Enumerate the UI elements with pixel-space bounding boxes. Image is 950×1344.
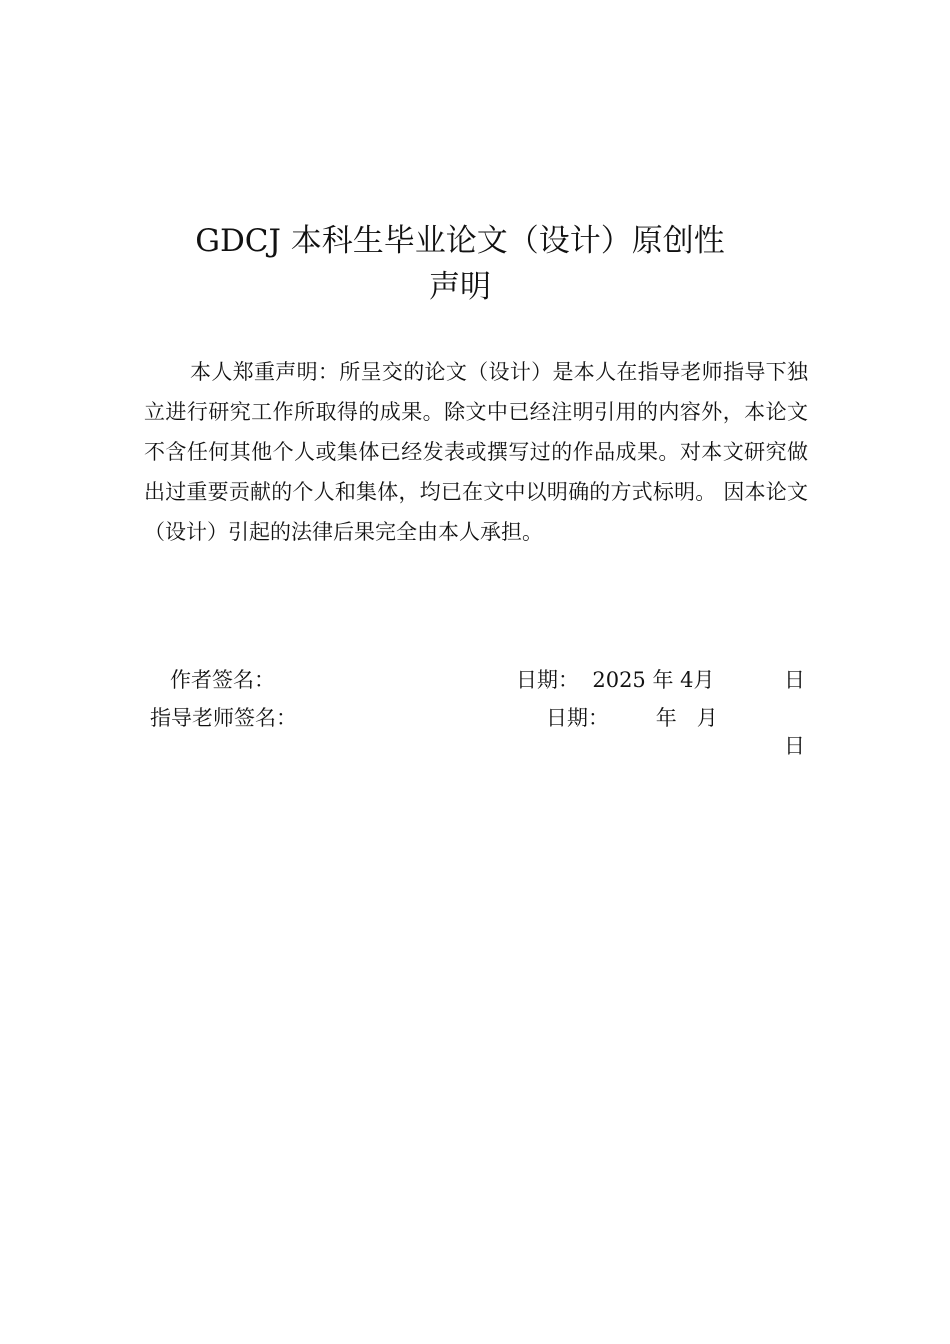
author-date-day: 日: [784, 668, 805, 692]
advisor-date: 日期： 年 月: [546, 706, 718, 730]
declaration-title: [120, 218, 800, 310]
author-signature-label: 作者签名：: [170, 668, 275, 692]
advisor-signature-label: 指导老师签名：: [150, 706, 297, 730]
declaration-body: 本人郑重声明：所呈交的论文（设计）是本人在指导老师指导下独立进行研究工作所取得的成果。除文中已经注明引用的内容外，本论文不含任何其他个人或集体已经发表或撰写过的作品成果。对本文研究做出过重要贡献的个人和集体，均已在文中以明确的方式标明。 因本论文（设计）引起的法律后果完全由本人承担。: [144, 360, 808, 544]
advisor-date-day: 日: [784, 734, 805, 758]
author-date: 日期： 2025 年 4月: [516, 668, 715, 692]
title-line-2: 声明: [429, 269, 491, 305]
title-line-1: GDCJ 本科生毕业论文（设计）原创性: [195, 223, 725, 259]
